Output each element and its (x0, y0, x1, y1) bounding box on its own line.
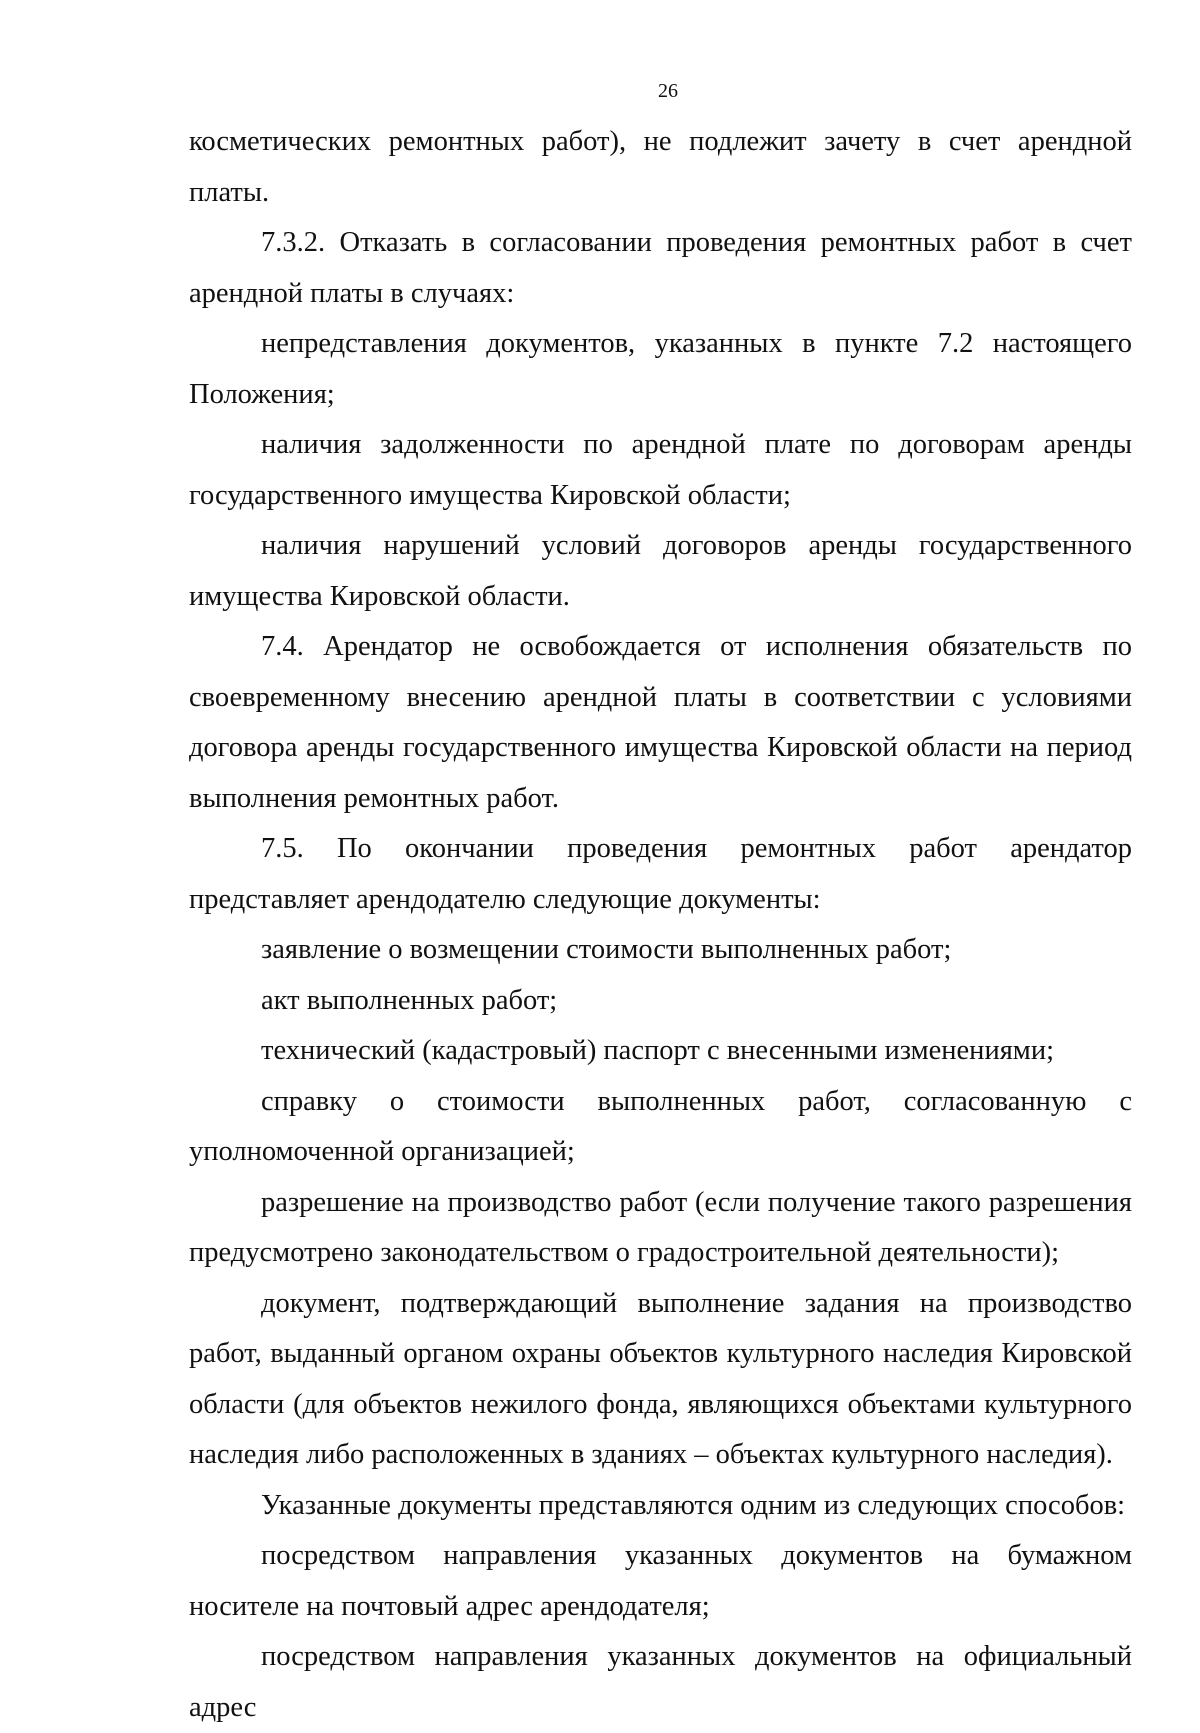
list-item-no-documents: непредставления документов, указанных в пункте 7.2 настоящего Положения; (189, 328, 1132, 410)
list-item-technical-passport: технический (кадастровый) паспорт с внесенными изменениями; (261, 1035, 1055, 1066)
list-item-postal-submission: посредством направления указанных документов на бумажном носителе на почтовый адрес арендодателя; (189, 1540, 1132, 1622)
list-item-cost-statement: справку о стоимости выполненных работ, согласованную с уполномоченной организацией; (189, 1085, 1132, 1167)
paragraph-7-5: 7.5. По окончании проведения ремонтных работ арендатор представляет арендодателю следующие документы: (189, 833, 1132, 915)
list-item-rent-debt: наличия задолженности по арендной плате по договорам аренды государственного имущества Кировской области; (189, 429, 1132, 511)
list-item-completion-act: акт выполненных работ; (261, 984, 558, 1016)
document-body (189, 117, 1132, 1733)
paragraph-7-3-2: 7.3.2. Отказать в согласовании проведения ремонтных работ в счет арендной платы в случаях: (189, 227, 1132, 309)
page-number: 26 (658, 80, 678, 102)
paragraph-submission-methods: Указанные документы представляются одним из следующих способов: (261, 1489, 1126, 1521)
list-item-compensation-request: заявление о возмещении стоимости выполненных работ; (261, 934, 952, 965)
list-item-contract-violations: наличия нарушений условий договоров аренды государственного имущества Кировской области. (189, 530, 1132, 612)
list-item-heritage-document: документ, подтверждающий выполнение задания на производство работ, выданный органом охраны объектов культурного наследия Кировской области (для объектов нежилого фонда, являющихся объектами культурного наследия либо расположенных в зданиях – объектах культурного наследия). (189, 1287, 1132, 1470)
paragraph-continuation: косметических ремонтных работ), не подлежит зачету в счет арендной платы. (189, 126, 1132, 208)
list-item-work-permit: разрешение на производство работ (если получение такого разрешения предусмотрено законодательством о градостроительной деятельности); (189, 1186, 1132, 1268)
paragraph-7-4: 7.4. Арендатор не освобождается от исполнения обязательств по своевременному внесению арендной платы в соответствии с условиями договора аренды государственного имущества Кировской области на период выполнения ремонтных работ. (189, 631, 1132, 814)
list-item-official-address-submission: посредством направления указанных документов на официальный адрес (189, 1641, 1132, 1723)
